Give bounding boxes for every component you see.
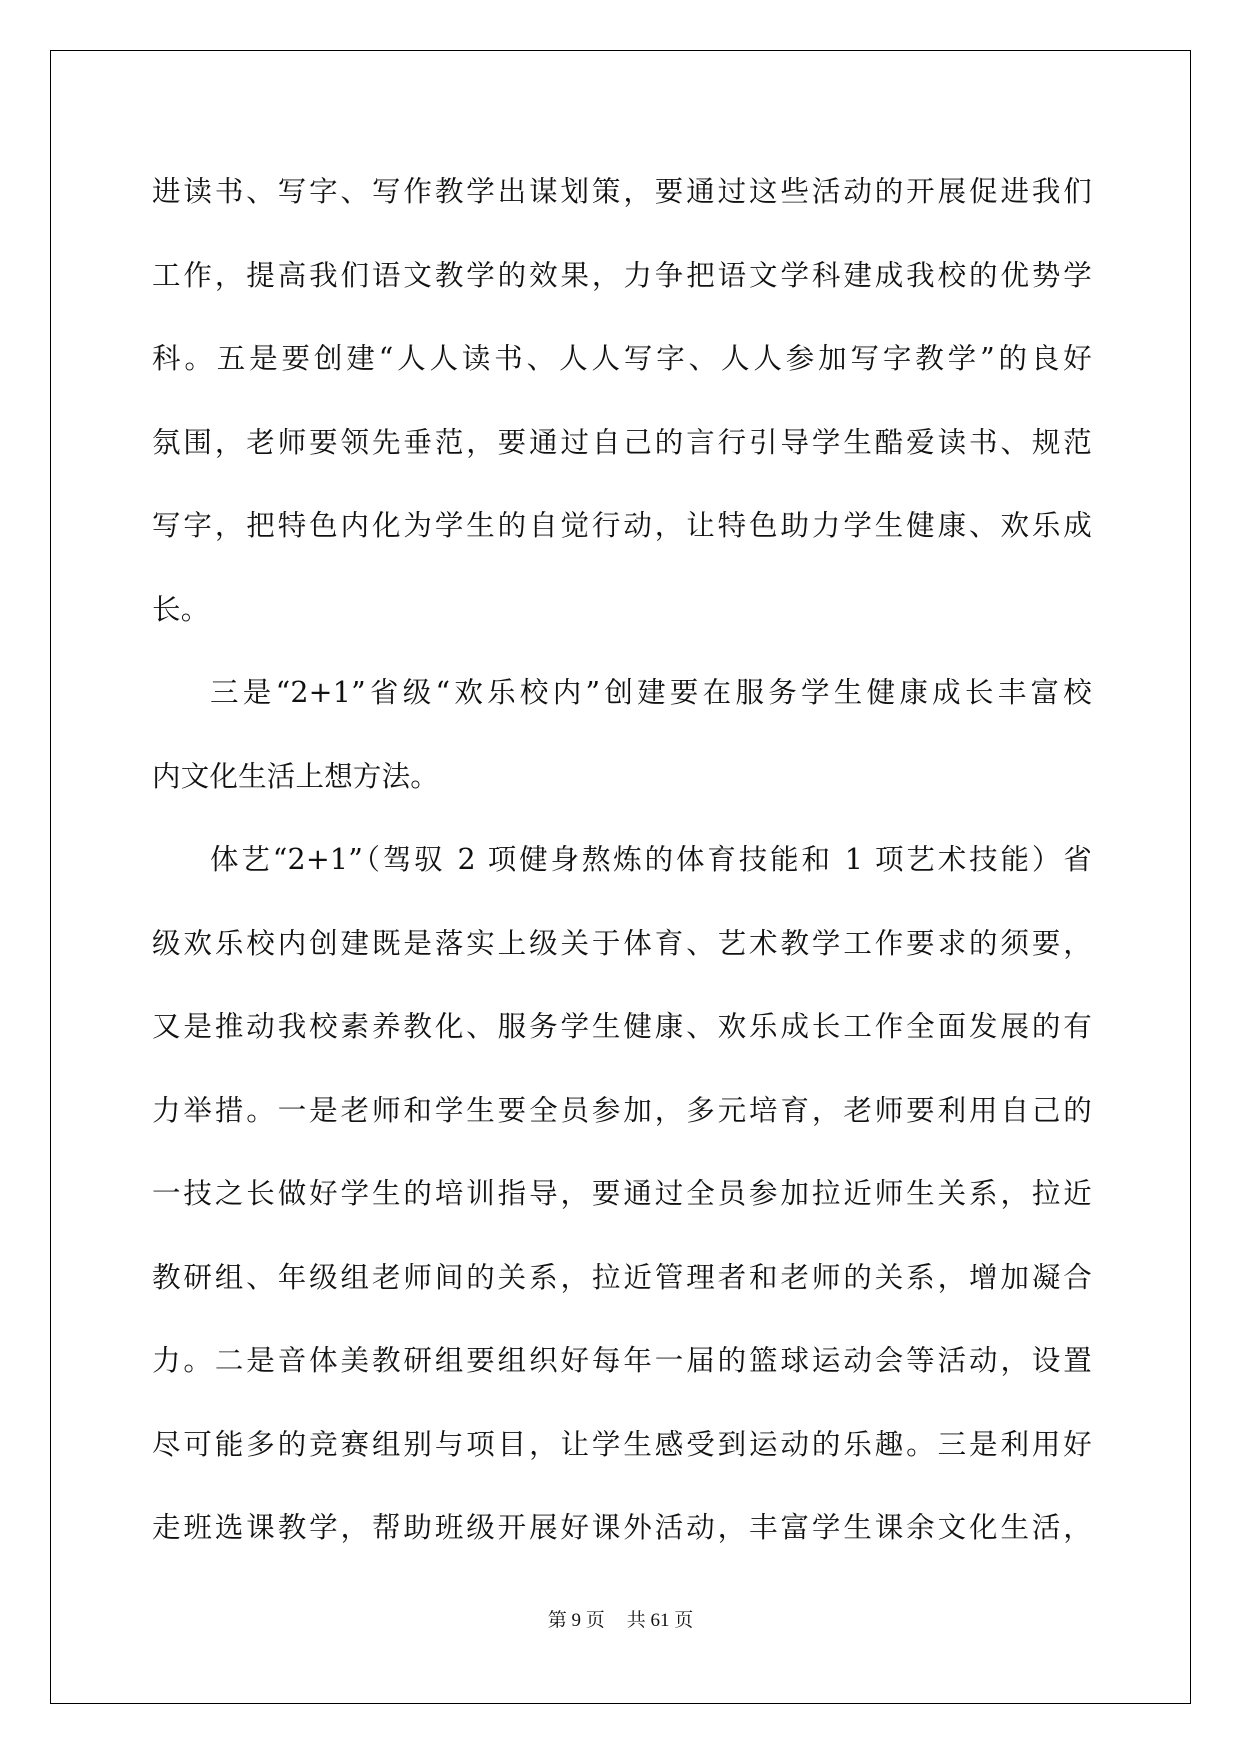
- text-line: 级欢乐校内创建既是落实上级关于体育、艺术教学工作要求的须要，: [152, 926, 1092, 960]
- text-line: 工作，提高我们语文教学的效果，力争把语文学科建成我校的优势学: [152, 258, 1092, 292]
- text-line: 一技之长做好学生的培训指导，要通过全员参加拉近师生关系，拉近: [152, 1177, 1092, 1210]
- text-line: 写字，把特色内化为学生的自觉行动，让特色助力学生健康、欢乐成: [152, 509, 1092, 542]
- document-body: [152, 150, 1092, 1570]
- text-line: 氛围，老师要领先垂范，要通过自己的言行引导学生酷爱读书、规范: [152, 425, 1092, 459]
- text-line: 科。五是要创建“人人读书、人人写字、人人参加写字教学”的良好: [152, 342, 1092, 375]
- text-line: 三是“2+1”省级“欢乐校内”创建要在服务学生健康成长丰富校: [210, 676, 1092, 709]
- text-line: 又是推动我校素养教化、服务学生健康、欢乐成长工作全面发展的有: [152, 1010, 1092, 1043]
- page-number: 第 9 页: [547, 1610, 605, 1631]
- text-line: 教研组、年级组老师间的关系，拉近管理者和老师的关系，增加凝合: [152, 1260, 1092, 1294]
- text-line: 长。: [152, 592, 210, 626]
- page-footer: [0, 1605, 1241, 1632]
- text-line: 力举措。一是老师和学生要全员参加，多元培育，老师要利用自己的: [152, 1093, 1092, 1127]
- text-line: 体艺“2+1”（驾驭 2 项健身熬炼的体育技能和 1 项艺术技能）省: [210, 843, 1092, 876]
- text-line: 走班选课教学，帮助班级开展好课外活动，丰富学生课余文化生活，: [152, 1511, 1092, 1544]
- text-line: 力。二是音体美教研组要组织好每年一届的篮球运动会等活动，设置: [152, 1344, 1092, 1377]
- text-line: 内文化生活上想方法。: [152, 759, 440, 793]
- page-total: 共 61 页: [626, 1610, 694, 1631]
- text-line: 进读书、写字、写作教学出谋划策，要通过这些活动的开展促进我们: [152, 175, 1092, 208]
- text-line: 尽可能多的竞赛组别与项目，让学生感受到运动的乐趣。三是利用好: [152, 1427, 1092, 1461]
